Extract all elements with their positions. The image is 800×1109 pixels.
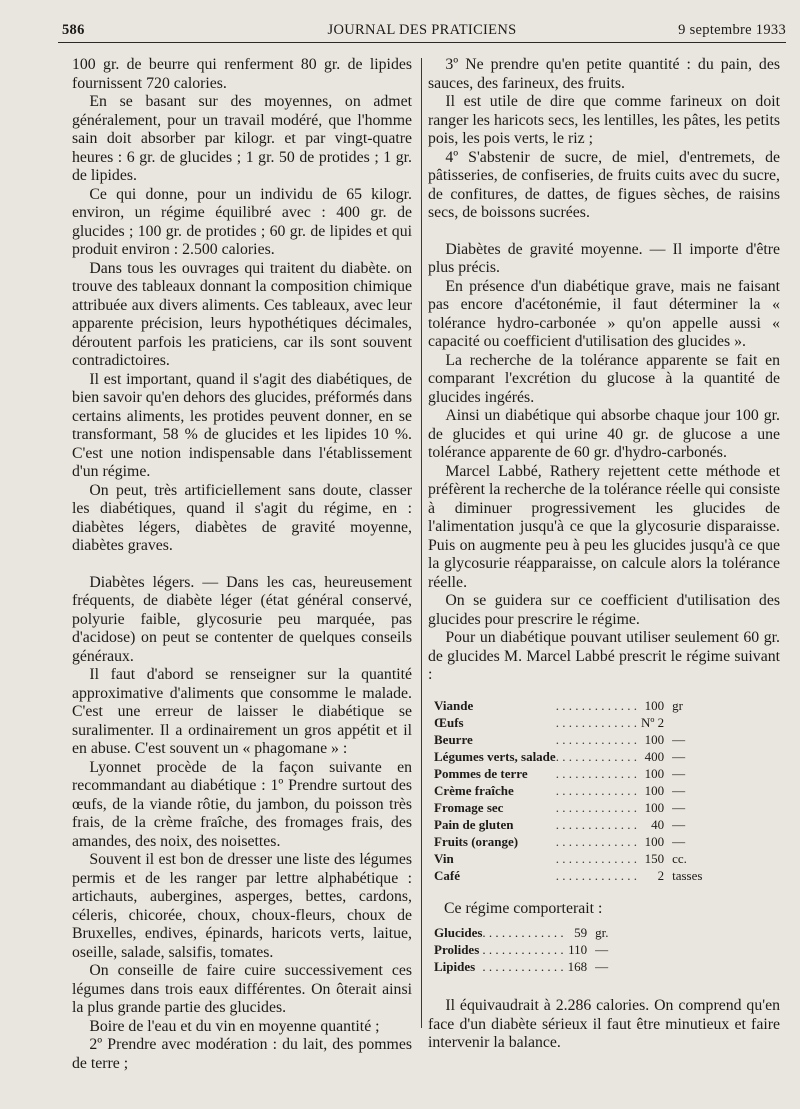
totals-row xyxy=(434,924,609,941)
regime-row-qty: 150 xyxy=(644,850,665,866)
right-column xyxy=(428,56,780,1053)
regime-row-name: Fromage sec xyxy=(434,799,504,815)
regime-row-dots: . . . . . . . . . . . . . xyxy=(555,731,637,747)
paragraph: Il faut d'abord se renseigner sur la quantité approximative d'aliments que consomme le malade. C'est une erreur de laisser le diabétique se suralimenter. Il a ordinairement un gros appétit et il en abuse. C'est souvent un « phagomane » : xyxy=(72,666,412,757)
paragraph: Marcel Labbé, Rathery rejettent cette méthode et préfèrent la recherche de la tolérance réelle qui consiste à diminuer progressivement les glucides de l'alimentation jusqu'à ce que la glycosurie disparaisse. Puis on augmente peu à peu les glucides jusqu'à ce que la glycosurie réapparaisse, on calcule alors la tolérance réelle. xyxy=(428,462,780,591)
regime-row-dots: . . . . . . . . . . . . . xyxy=(555,714,637,730)
regime-row-name: Café xyxy=(434,867,460,883)
totals-row-qty: 168 xyxy=(567,959,588,974)
page-number: 586 xyxy=(62,22,85,38)
paragraph: Ainsi un diabétique qui absorbe chaque jour 100 gr. de glucides et qui urine 40 gr. de glucose a une tolérance apparente de 60 gr. d'hydro-carbonés. xyxy=(428,407,780,461)
totals-row-name: Prolides xyxy=(434,942,480,957)
paragraph: On conseille de faire cuire successivement ces légumes dans trois eaux différentes. On ôterait ainsi la plus grande partie des glucides. xyxy=(72,962,412,1016)
regime-row-name: Légumes verts, salade xyxy=(434,748,556,764)
regime-row xyxy=(434,816,702,833)
totals-table xyxy=(434,924,609,975)
totals-row-unit: gr. xyxy=(595,925,609,940)
regime-row-unit: gr xyxy=(672,697,683,713)
regime-row-qty: Nº 2 xyxy=(640,714,665,730)
regime-row-unit: — xyxy=(672,731,686,747)
journal-title: JOURNAL DES PRATICIENS xyxy=(327,22,517,38)
paragraph: La recherche de la tolérance apparente se fait en comparant l'excrétion du glucose à la quantité de glucides ingérés. xyxy=(428,351,780,406)
paragraph: Souvent il est bon de dresser une liste des légumes permis et de les ranger par lettre alphabétique : artichauts, aubergines, asperges, bettes, cardons, céleris, chicorée, choux, choux-fleurs, choux de Bruxelles, endives, épinards, haricots verts, laitue, oseille, salade, salsifis, tomates. xyxy=(72,851,412,961)
regime-row-qty: 100 xyxy=(644,731,665,747)
regime-row-unit xyxy=(664,714,702,731)
paragraph: Il est utile de dire que comme farineux on doit ranger les haricots secs, les lentilles, les pâtes, les petits pois, les pois verts, le riz ; xyxy=(428,93,780,147)
regime-row-name: Viande xyxy=(434,697,474,713)
regime-row-name: Vin xyxy=(434,850,454,866)
regime-row xyxy=(434,748,702,765)
regime-row-dots: . . . . . . . . . . . . . xyxy=(555,833,637,849)
regime-row-unit: — xyxy=(672,833,686,849)
regime-table xyxy=(434,697,702,884)
regime-row-qty: 100 xyxy=(644,782,665,798)
totals-row-name: Glucides xyxy=(434,925,483,940)
regime-row xyxy=(434,697,702,714)
totals-row xyxy=(434,941,609,958)
paragraph-gravite-moyenne: Diabètes de gravité moyenne. — Il importe d'être plus précis. xyxy=(428,240,780,276)
totals-row-unit: — xyxy=(595,959,609,974)
regime-row-unit: — xyxy=(672,748,686,764)
paragraph: 3º Ne prendre qu'en petite quantité : du pain, des sauces, des farineux, des fruits. xyxy=(428,56,780,92)
totals-row-unit: — xyxy=(595,942,609,957)
paragraph: Lyonnet procède de la façon suivante en recommandant au diabétique : 1º Prendre surtout des œufs, de la viande rôtie, du jambon, du poisson très frais, de la crème fraîche, des fromages frais, des amandes, des noix, des noisettes. xyxy=(72,758,412,850)
regime-row-unit: tasses xyxy=(672,867,703,883)
regime-row xyxy=(434,714,702,731)
regime-row-name: Pain de gluten xyxy=(434,816,514,832)
totals-row-qty: 110 xyxy=(568,942,588,957)
totals-row-dots: . . . . . . . . . . . . . xyxy=(482,925,564,940)
paragraph: En présence d'un diabétique grave, mais ne faisant pas encore d'acétonémie, il faut déterminer la « tolérance hydro-carbonée » qu'on appelle aussi « capacité ou coefficient d'utilisation des glucides ». xyxy=(428,277,780,350)
regime-row-name: Pommes de terre xyxy=(434,765,528,781)
paragraph: 2º Prendre avec modération : du lait, des pommes de terre ; xyxy=(72,1036,412,1072)
paragraph: 4º S'abstenir de sucre, de miel, d'entremets, de pâtisseries, de confiseries, de fruits cuits avec du sucre, de confitures, de dattes, de figues sèches, de raisins secs, de boissons sucrées. xyxy=(428,148,780,221)
header-rule xyxy=(58,42,786,43)
paragraph-conclusion: Il équivaudrait à 2.286 calories. On comprend qu'en face d'un diabète sérieux il faut être minutieux et faire intervenir la balance. xyxy=(428,997,780,1051)
regime-row xyxy=(434,782,702,799)
totals-row-dots: . . . . . . . . . . . . . xyxy=(482,942,564,957)
regime-row-qty: 2 xyxy=(657,867,665,883)
regime-row-dots: . . . . . . . . . . . . . xyxy=(555,782,637,798)
regime-row-dots: . . . . . . . . . . . . . xyxy=(555,748,637,764)
totals-row-name: Lipides xyxy=(434,959,476,974)
regime-row-qty: 100 xyxy=(644,765,665,781)
paragraph: Boire de l'eau et du vin en moyenne quantité ; xyxy=(89,1017,380,1035)
paragraph: En se basant sur des moyennes, on admet généralement, pour un travail modéré, que l'homme sain doit absorber par kilogr. et par vingt-quatre heures : 6 gr. de glucides ; 1 gr. 50 de protides ; 1 gr. de lipides. xyxy=(72,93,412,184)
left-column xyxy=(72,56,412,1073)
paragraph: Pour un diabétique pouvant utiliser seulement 60 gr. de glucides M. Marcel Labbé prescrit le régime suivant : xyxy=(428,629,780,683)
regime-row-qty: 100 xyxy=(644,799,665,815)
comporterait-line: Ce régime comporterait : xyxy=(444,899,603,917)
regime-row-name: Œufs xyxy=(434,714,464,730)
regime-row-qty: 100 xyxy=(644,697,665,713)
regime-row xyxy=(434,799,702,816)
regime-row-name: Crème fraîche xyxy=(434,782,514,798)
regime-row-dots: . . . . . . . . . . . . . xyxy=(555,799,637,815)
regime-row-unit: — xyxy=(672,782,686,798)
paragraph: On peut, très artificiellement sans doute, classer les diabétiques, quand il s'agit du régime, en : diabètes légers, diabètes de gravité moyenne, diabètes graves. xyxy=(72,481,412,554)
regime-row-dots: . . . . . . . . . . . . . xyxy=(555,697,637,713)
regime-row-unit: — xyxy=(672,765,686,781)
totals-row-dots: . . . . . . . . . . . . . xyxy=(482,959,564,974)
regime-row xyxy=(434,765,702,782)
regime-row-dots: . . . . . . . . . . . . . xyxy=(555,765,637,781)
regime-row-unit: — xyxy=(672,816,686,832)
regime-row-dots: . . . . . . . . . . . . . xyxy=(555,867,637,883)
paragraph: On se guidera sur ce coefficient d'utilisation des glucides pour prescrire le régime. xyxy=(428,592,780,628)
paragraph: Ce qui donne, pour un individu de 65 kilogr. environ, un régime équilibré avec : 400 gr. de glucides ; 100 gr. de protides ; 60 gr. de lipides et qui produit environ : 2.500 calories. xyxy=(72,185,412,258)
regime-row-name: Fruits (orange) xyxy=(434,833,519,849)
paragraph: Il est important, quand il s'agit des diabétiques, de bien savoir qu'en dehors des glucides, préformés dans certains aliments, les protides peuvent donner, en se transformant, 58 % de glucides et les lipides 10 %. C'est une notion indispensable dans l'établissement d'un régime. xyxy=(72,370,412,480)
regime-row-dots: . . . . . . . . . . . . . xyxy=(555,816,637,832)
regime-row xyxy=(434,867,702,884)
regime-row-name: Beurre xyxy=(434,731,473,747)
column-divider xyxy=(421,58,422,1028)
regime-row-qty: 400 xyxy=(644,748,665,764)
regime-row xyxy=(434,850,702,867)
paragraph-diabetes-legers: Diabètes légers. — Dans les cas, heureusement fréquents, de diabète léger (état général conservé, polyurie faible, glycosurie peu marquée, pas d'acidose) on peut se contenter de quelques conseils généraux. xyxy=(72,573,412,665)
page-header xyxy=(58,18,786,44)
paragraph: Dans tous les ouvrages qui traitent du diabète. on trouve des tableaux donnant la composition chimique attribuée aux divers aliments. Ces tableaux, avec leur apparente précision, leurs hypothétiques décimales, déroutent parfois les praticiens, car ils sont souvent contradictoires. xyxy=(72,259,412,369)
issue-date: 9 septembre 1933 xyxy=(678,22,786,38)
regime-row-unit: cc. xyxy=(672,850,687,866)
totals-row xyxy=(434,958,609,975)
regime-row xyxy=(434,833,702,850)
regime-row-dots: . . . . . . . . . . . . . xyxy=(555,850,637,866)
regime-row-unit: — xyxy=(672,799,686,815)
regime-row-qty: 40 xyxy=(651,816,665,832)
regime-row xyxy=(434,731,702,748)
regime-row-qty: 100 xyxy=(644,833,665,849)
paragraph: 100 gr. de beurre qui renferment 80 gr. de lipides fournissent 720 calories. xyxy=(72,56,412,92)
totals-row-qty: 59 xyxy=(574,925,588,940)
